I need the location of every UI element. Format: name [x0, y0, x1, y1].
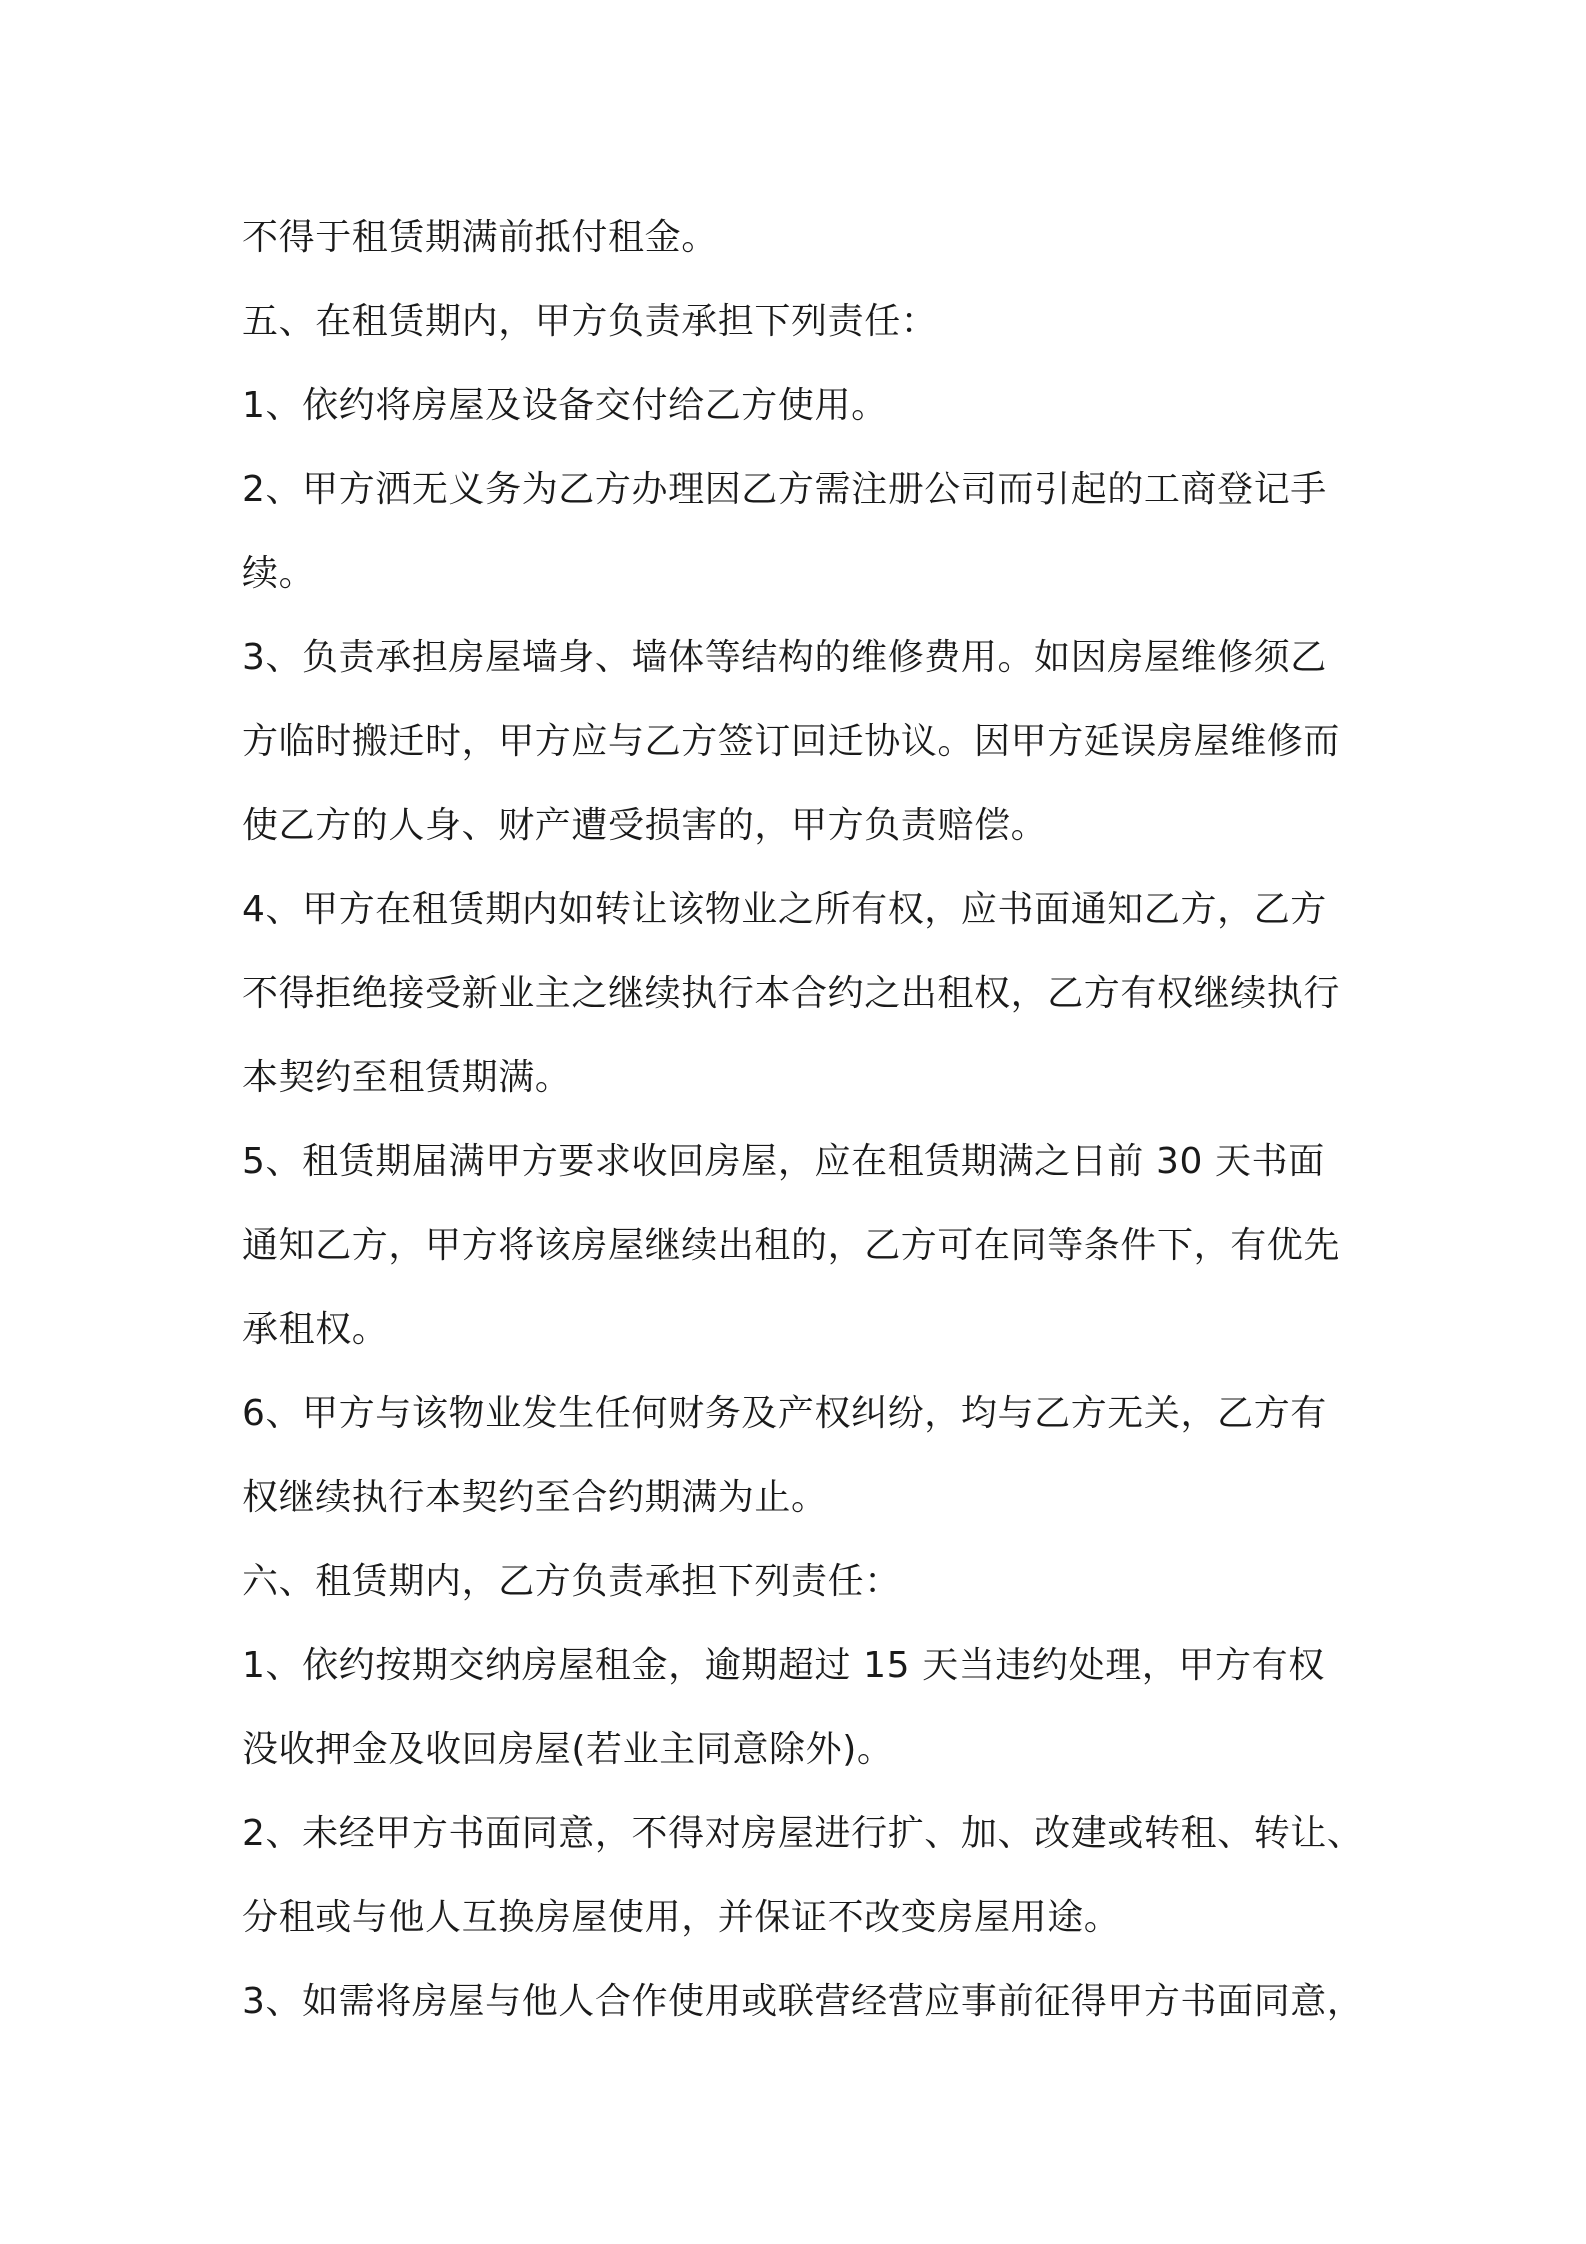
text-line: 1、依约按期交纳房屋租金，逾期超过 15 天当违约处理，甲方有权 [242, 1645, 1325, 1686]
text-line: 6、甲方与该物业发生任何财务及产权纠纷，均与乙方无关，乙方有 [242, 1393, 1327, 1434]
document-body [242, 196, 1382, 2044]
text-line: 2、未经甲方书面同意，不得对房屋进行扩、加、改建或转租、转让、 [242, 1813, 1364, 1854]
text-line: 不得于租赁期满前抵付租金。 [242, 217, 718, 258]
text-line: 本契约至租赁期满。 [242, 1057, 572, 1098]
text-line: 方临时搬迁时，甲方应与乙方签订回迁协议。因甲方延误房屋维修而 [242, 721, 1341, 762]
text-line: 通知乙方，甲方将该房屋继续出租的，乙方可在同等条件下，有优先 [242, 1225, 1341, 1266]
text-line: 2、甲方洒无义务为乙方办理因乙方需注册公司而引起的工商登记手 [242, 469, 1327, 510]
text-line: 3、如需将房屋与他人合作使用或联营经营应事前征得甲方书面同意， [242, 1981, 1364, 2022]
text-line: 3、负责承担房屋墙身、墙体等结构的维修费用。如因房屋维修须乙 [242, 637, 1327, 678]
text-line: 使乙方的人身、财产遭受损害的，甲方负责赔偿。 [242, 805, 1048, 846]
text-line: 没收押金及收回房屋(若业主同意除外)。 [242, 1729, 894, 1770]
section-heading: 六、租赁期内，乙方负责承担下列责任： [242, 1561, 901, 1602]
text-line: 续。 [242, 553, 316, 594]
text-line: 承租权。 [242, 1309, 389, 1350]
text-line: 不得拒绝接受新业主之继续执行本合约之出租权，乙方有权继续执行 [242, 973, 1341, 1014]
text-line: 4、甲方在租赁期内如转让该物业之所有权，应书面通知乙方，乙方 [242, 889, 1327, 930]
text-line: 1、依约将房屋及设备交付给乙方使用。 [242, 385, 888, 426]
text-line: 权继续执行本契约至合约期满为止。 [242, 1477, 828, 1518]
text-line: 分租或与他人互换房屋使用，并保证不改变房屋用途。 [242, 1897, 1121, 1938]
section-heading: 五、在租赁期内，甲方负责承担下列责任： [242, 301, 938, 342]
text-line: 5、租赁期届满甲方要求收回房屋，应在租赁期满之日前 30 天书面 [242, 1141, 1325, 1182]
